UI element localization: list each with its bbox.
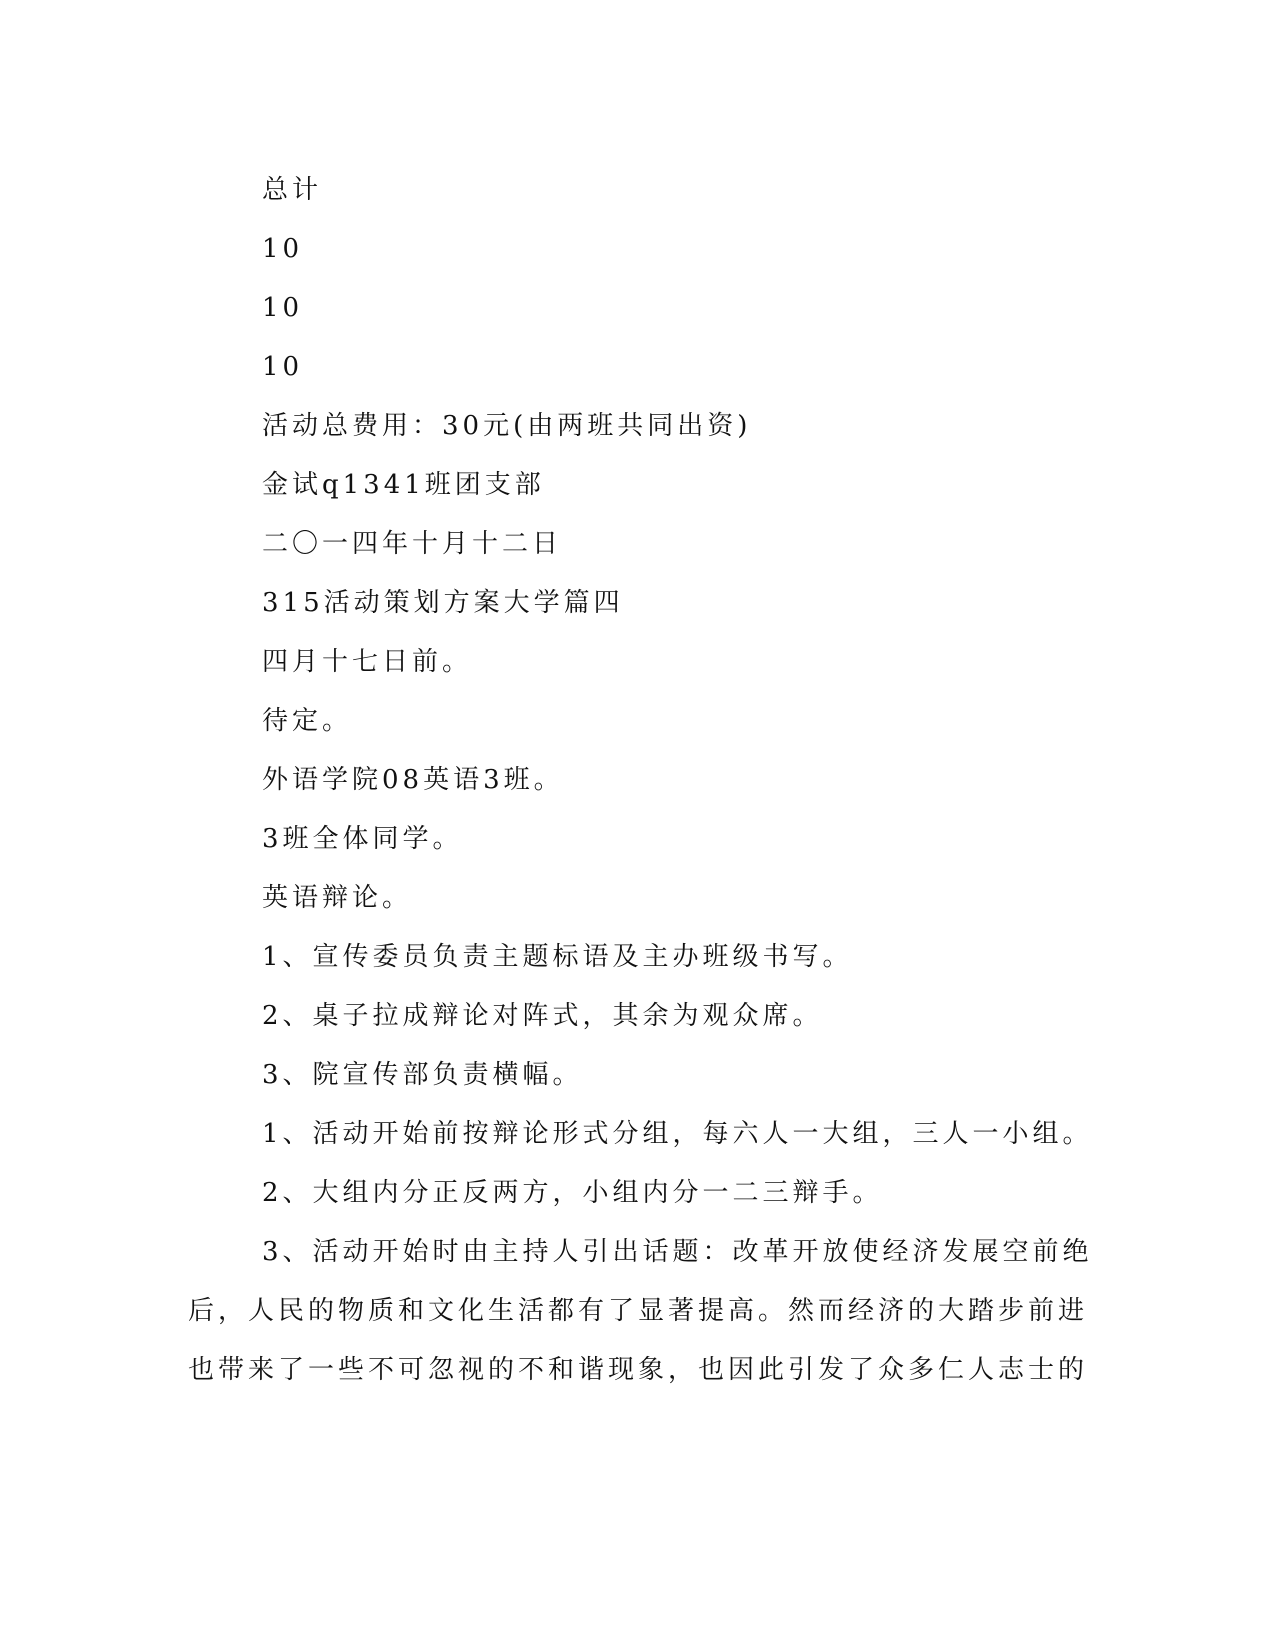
text-line-prep-2: 2、桌子拉成辩论对阵式，其余为观众席。 <box>262 1001 823 1031</box>
text-line-activity: 英语辩论。 <box>262 883 413 913</box>
text-line-time: 四月十七日前。 <box>262 647 473 677</box>
text-line-step-2: 2、大组内分正反两方，小组内分一二三辩手。 <box>262 1178 883 1208</box>
text-line-place: 待定。 <box>262 706 353 736</box>
text-line-step-3-cont-1: 后，人民的物质和文化生活都有了显著提高。然而经济的大踏步前进 <box>188 1296 1089 1326</box>
text-line-prep-1: 1、宣传委员负责主题标语及主办班级书写。 <box>262 942 853 972</box>
text-line-step-1: 1、活动开始前按辩论形式分组，每六人一大组，三人一小组。 <box>262 1119 1093 1149</box>
text-line-step-3-cont-2: 也带来了一些不可忽视的不和谐现象，也因此引发了众多仁人志士的 <box>188 1355 1089 1385</box>
text-line-participants: 3班全体同学。 <box>262 824 463 854</box>
text-line-date: 二〇一四年十月十二日 <box>262 529 563 559</box>
text-line-amount-1: 10 <box>262 234 304 264</box>
text-line-total: 总计 <box>262 175 323 205</box>
text-line-step-3: 3、活动开始时由主持人引出话题：改革开放使经济发展空前绝 <box>262 1237 1093 1267</box>
text-line-amount-3: 10 <box>262 352 304 382</box>
text-line-organizer: 外语学院08英语3班。 <box>262 765 564 795</box>
text-line-organization: 金试q1341班团支部 <box>262 470 545 500</box>
text-line-prep-3: 3、院宣传部负责横幅。 <box>262 1060 583 1090</box>
text-line-amount-2: 10 <box>262 293 304 323</box>
text-line-total-cost: 活动总费用：30元(由两班共同出资) <box>262 411 752 441</box>
section-heading: 315活动策划方案大学篇四 <box>262 588 624 618</box>
